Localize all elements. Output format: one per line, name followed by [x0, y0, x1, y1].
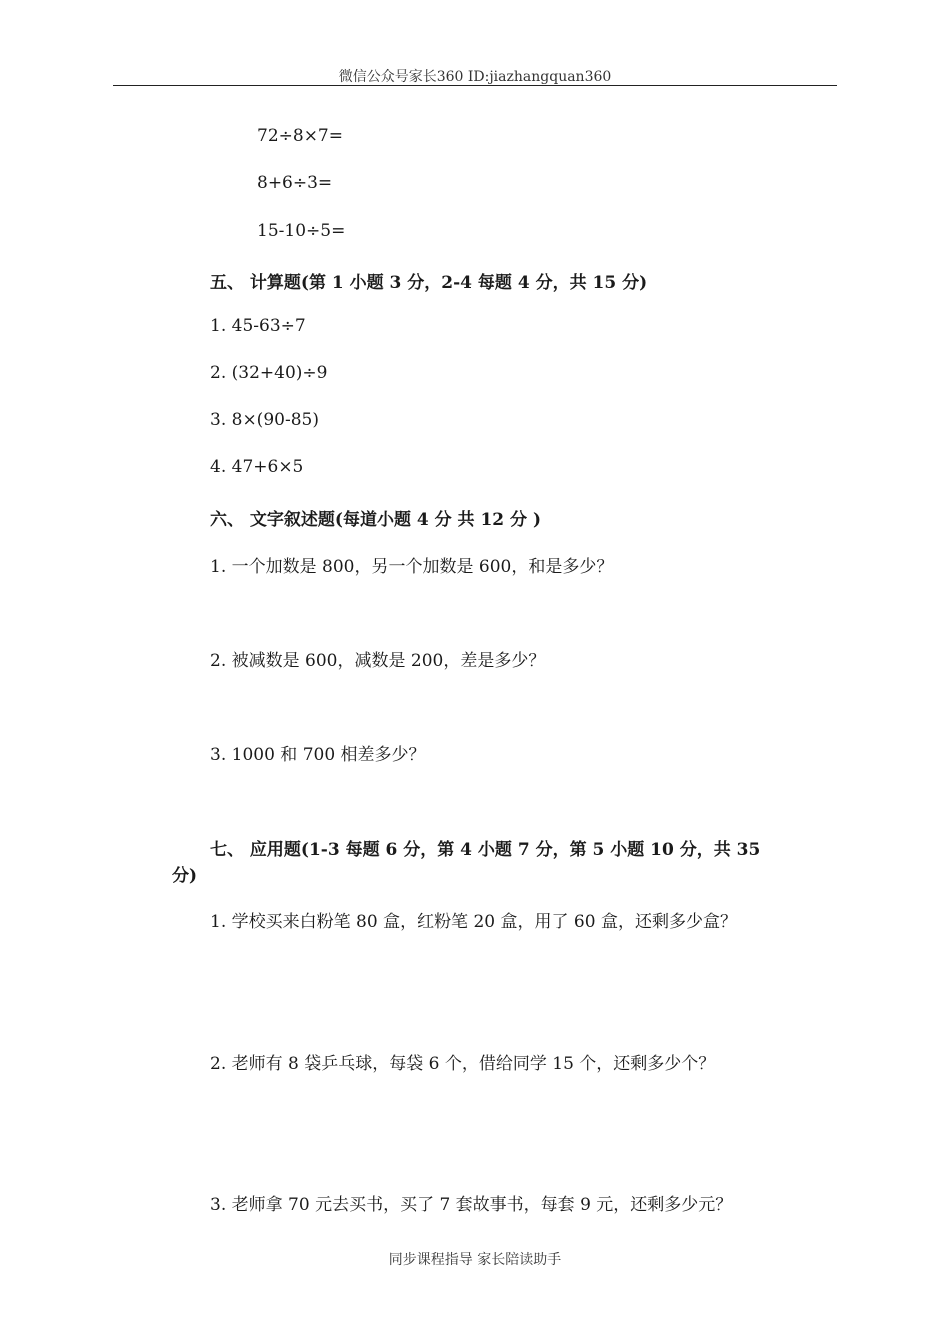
header-divider — [113, 85, 837, 86]
expression-2: 8+6÷3= — [257, 173, 333, 193]
section-5-title: 五、 计算题(第 1 小题 3 分，2-4 每题 4 分，共 15 分) — [210, 273, 648, 293]
calc-item-2: 2. (32+40)÷9 — [210, 363, 328, 383]
section-7-title-cont: 分) — [172, 866, 198, 886]
app-item-2: 2. 老师有 8 袋乒乓球，每袋 6 个，借给同学 15 个，还剩多少个？ — [210, 1054, 716, 1074]
word-item-1: 1. 一个加数是 800，另一个加数是 600，和是多少？ — [210, 557, 614, 577]
page-header: 微信公众号家长360 ID:jiazhangquan360 — [338, 69, 612, 85]
app-item-3: 3. 老师拿 70 元去买书，买了 7 套故事书，每套 9 元，还剩多少元？ — [210, 1195, 733, 1215]
section-7-title: 七、 应用题(1-3 每题 6 分，第 4 小题 7 分，第 5 小题 10 分，共 35 — [210, 840, 761, 860]
calc-item-4: 4. 47+6×5 — [210, 457, 304, 477]
word-item-3: 3. 1000 和 700 相差多少？ — [210, 745, 426, 765]
section-6-title: 六、 文字叙述题(每道小题 4 分 共 12 分 ) — [210, 510, 542, 530]
calc-item-3: 3. 8×(90-85) — [210, 410, 319, 430]
expression-1: 72÷8×7= — [257, 126, 343, 146]
calc-item-1: 1. 45-63÷7 — [210, 316, 306, 336]
word-item-2: 2. 被减数是 600，减数是 200，差是多少？ — [210, 651, 546, 671]
page-footer: 同步课程指导 家长陪读助手 — [388, 1252, 562, 1268]
expression-3: 15-10÷5= — [257, 221, 346, 241]
app-item-1: 1. 学校买来白粉笔 80 盒，红粉笔 20 盒，用了 60 盒，还剩多少盒？ — [210, 912, 737, 932]
